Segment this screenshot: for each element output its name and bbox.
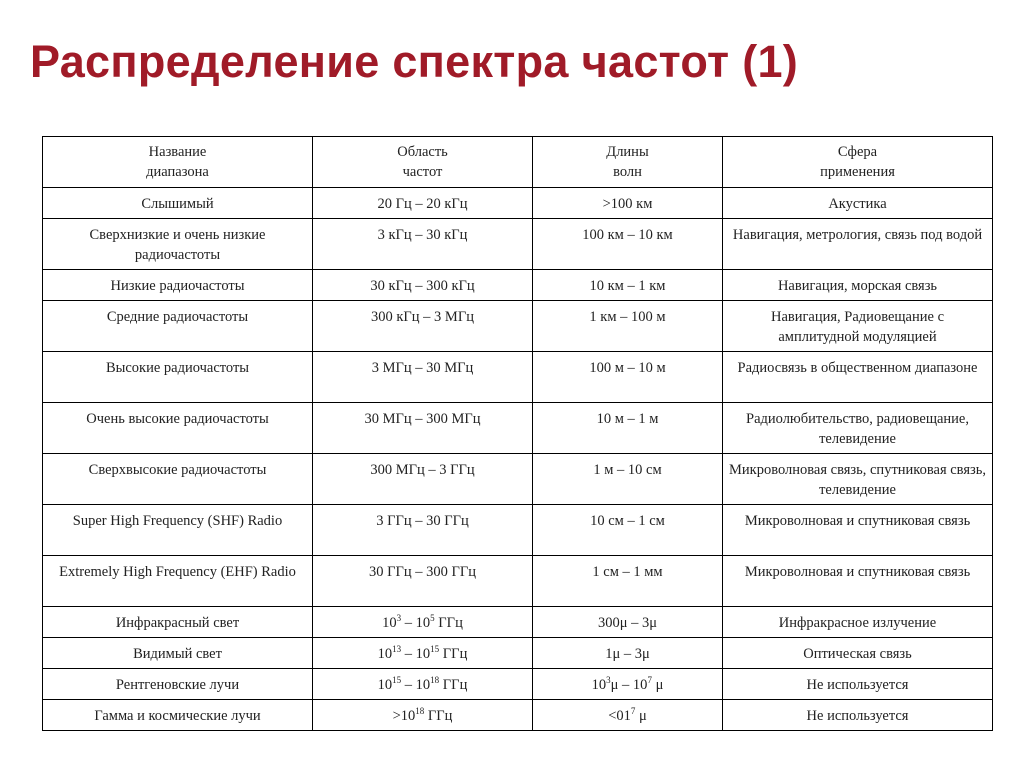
header-name	[43, 137, 313, 188]
cell-wavelength	[533, 219, 723, 270]
text-part: 10	[377, 646, 393, 662]
table-row	[43, 607, 993, 638]
header-line: применения	[820, 164, 895, 180]
cell-wavelength	[533, 505, 723, 556]
cell-wavelength	[533, 352, 723, 403]
spectrum-table	[42, 136, 993, 731]
cell-wavelength	[533, 700, 723, 731]
text-part: 1 м – 10 см	[593, 462, 662, 478]
cell-wavelength	[533, 638, 723, 669]
text-part: 100 км – 10 км	[582, 227, 673, 243]
cell-application: Микроволновая связь, спутниковая связь, телевидение	[723, 454, 993, 505]
cell-range-name: Сверхвысокие радиочастоты	[43, 454, 313, 505]
cell-wavelength	[533, 454, 723, 505]
cell-frequency	[313, 301, 533, 352]
text-part: 300 МГц – 3 ГГц	[370, 462, 475, 478]
cell-range-name: Сверхнизкие и очень низкие радиочастоты	[43, 219, 313, 270]
header-line: Область	[397, 144, 448, 160]
cell-range-name: Очень высокие радиочастоты	[43, 403, 313, 454]
cell-frequency	[313, 700, 533, 731]
text-part: 1 см – 1 мм	[592, 564, 663, 580]
cell-frequency	[313, 638, 533, 669]
text-part: ГГц	[439, 646, 468, 662]
table-row	[43, 669, 993, 700]
cell-application: Микроволновая и спутниковая связь	[723, 505, 993, 556]
cell-frequency	[313, 219, 533, 270]
text-part: ГГц	[439, 677, 468, 693]
table-row	[43, 454, 993, 505]
cell-wavelength	[533, 301, 723, 352]
text-part: 300μ – 3μ	[597, 615, 658, 631]
text-part: <01	[608, 708, 631, 724]
header-line: Сфера	[837, 144, 878, 160]
cell-frequency	[313, 454, 533, 505]
text-part: 30 МГц – 300 МГц	[364, 411, 481, 427]
cell-wavelength	[533, 607, 723, 638]
table-row	[43, 505, 993, 556]
cell-range-name: Видимый свет	[43, 638, 313, 669]
cell-frequency	[313, 556, 533, 607]
cell-frequency	[313, 270, 533, 301]
cell-frequency	[313, 669, 533, 700]
exponent: 3	[396, 613, 402, 624]
cell-range-name: Высокие радиочастоты	[43, 352, 313, 403]
text-part: 10	[591, 677, 607, 693]
table-row	[43, 556, 993, 607]
table-row	[43, 638, 993, 669]
table-row	[43, 352, 993, 403]
cell-range-name: Гамма и космические лучи	[43, 700, 313, 731]
table-row	[43, 301, 993, 352]
cell-application: Навигация, Радиовещание с амплитудной модуляцией	[723, 301, 993, 352]
text-part: – 10	[401, 677, 431, 693]
cell-wavelength	[533, 188, 723, 219]
cell-application: Навигация, метрология, связь под водой	[723, 219, 993, 270]
cell-wavelength	[533, 403, 723, 454]
cell-frequency	[313, 352, 533, 403]
text-part: >10	[392, 708, 416, 724]
cell-wavelength	[533, 556, 723, 607]
cell-application: Микроволновая и спутниковая связь	[723, 556, 993, 607]
table-body	[43, 188, 993, 731]
cell-range-name: Super High Frequency (SHF) Radio	[43, 505, 313, 556]
text-part: μ	[651, 677, 664, 693]
exponent: 7	[630, 706, 636, 717]
text-part: >100 км	[602, 196, 653, 212]
cell-frequency	[313, 188, 533, 219]
cell-wavelength	[533, 270, 723, 301]
text-part: – 10	[401, 646, 431, 662]
text-part: μ	[635, 708, 647, 724]
cell-application: Радиосвязь в общественном диапазоне	[723, 352, 993, 403]
table-row	[43, 270, 993, 301]
cell-application: Оптическая связь	[723, 638, 993, 669]
header-frequency	[313, 137, 533, 188]
text-part: 3 МГц – 30 МГц	[371, 360, 474, 376]
header-line: диапазона	[146, 164, 209, 180]
text-part: 30 кГц – 300 кГц	[370, 278, 475, 294]
text-part: 10 м – 1 м	[596, 411, 659, 427]
header-wavelength	[533, 137, 723, 188]
exponent: 3	[606, 675, 611, 686]
cell-application: Не используется	[723, 700, 993, 731]
text-part: 300 кГц – 3 МГц	[371, 309, 474, 325]
text-part: μ – 10	[610, 677, 648, 693]
text-part: 100 м – 10 м	[589, 360, 666, 376]
cell-application: Инфракрасное излучение	[723, 607, 993, 638]
text-part: 30 ГГц – 300 ГГц	[368, 564, 477, 580]
table-row	[43, 403, 993, 454]
cell-range-name: Слышимый	[43, 188, 313, 219]
cell-application: Радиолюбительство, радиовещание, телевидение	[723, 403, 993, 454]
exponent: 13	[392, 644, 402, 655]
table-row	[43, 700, 993, 731]
text-part: ГГц	[434, 615, 463, 631]
header-application	[723, 137, 993, 188]
cell-range-name: Инфракрасный свет	[43, 607, 313, 638]
text-part: – 10	[401, 615, 431, 631]
cell-range-name: Низкие радиочастоты	[43, 270, 313, 301]
cell-application: Акустика	[723, 188, 993, 219]
exponent: 15	[392, 675, 402, 686]
cell-frequency	[313, 403, 533, 454]
cell-frequency	[313, 607, 533, 638]
text-part: 20 Гц – 20 кГц	[377, 196, 468, 212]
table-row	[43, 188, 993, 219]
exponent: 18	[430, 675, 440, 686]
slide-title: Распределение спектра частот (1)	[30, 36, 799, 87]
text-part: ГГц	[424, 708, 453, 724]
exponent: 5	[430, 613, 435, 624]
cell-range-name: Рентгеновские лучи	[43, 669, 313, 700]
cell-frequency	[313, 505, 533, 556]
header-line: Длины	[606, 144, 649, 160]
header-line: волн	[613, 164, 642, 180]
exponent: 7	[647, 675, 652, 686]
text-part: 1 км – 100 м	[589, 309, 666, 325]
table-header-row	[43, 137, 993, 188]
cell-wavelength	[533, 669, 723, 700]
text-part: 3 кГц – 30 кГц	[377, 227, 468, 243]
text-part: 1μ – 3μ	[605, 646, 650, 662]
text-part: 10	[382, 615, 397, 631]
cell-range-name: Средние радиочастоты	[43, 301, 313, 352]
text-part: 3 ГГц – 30 ГГц	[376, 513, 469, 529]
cell-range-name: Extremely High Frequency (EHF) Radio	[43, 556, 313, 607]
cell-application: Не используется	[723, 669, 993, 700]
text-part: 10 км – 1 км	[589, 278, 666, 294]
exponent: 15	[430, 644, 440, 655]
text-part: 10	[377, 677, 393, 693]
header-line: Название	[148, 144, 207, 160]
exponent: 18	[415, 706, 425, 717]
header-line: частот	[402, 164, 443, 180]
table-row	[43, 219, 993, 270]
cell-application: Навигация, морская связь	[723, 270, 993, 301]
text-part: 10 см – 1 см	[590, 513, 665, 529]
